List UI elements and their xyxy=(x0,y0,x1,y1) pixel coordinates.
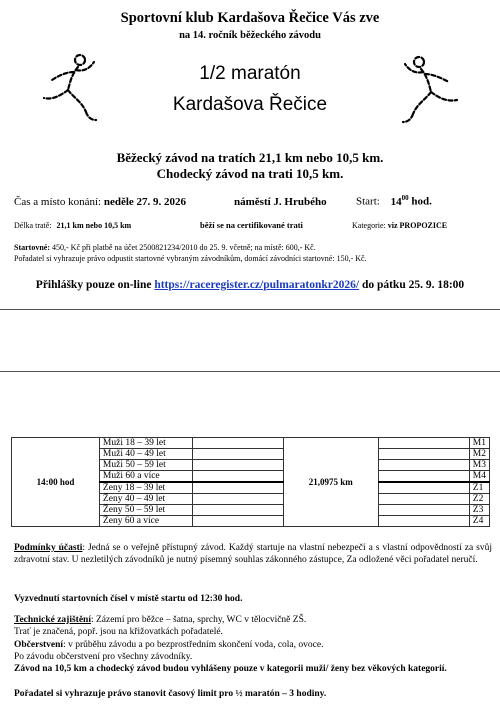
fee-line1 xyxy=(14,243,316,252)
fee-text: 450,- Kč při platbě na účet 2500821234/2010 do 25. 9. včetně; na místě: 600,- Kč. xyxy=(52,243,316,252)
track-length xyxy=(14,221,131,230)
table-blank-cell xyxy=(192,438,283,449)
conditions-paragraph xyxy=(14,543,492,566)
table-blank-cell xyxy=(378,482,469,494)
track-length-label: Délka tratě: xyxy=(14,221,52,230)
race-name-line2: Kardašova Řečice xyxy=(172,94,328,115)
table-category-code: M2 xyxy=(469,449,489,460)
table-blank-cell xyxy=(192,482,283,494)
table-blank-cell xyxy=(378,505,469,516)
category-label: Kategorie: xyxy=(352,221,386,230)
description-line2: Chodecký závod na trati 10,5 km. xyxy=(156,166,344,181)
table-start-time: 14:00 hod xyxy=(12,438,100,527)
fee-line2: Pořadatel si vyhrazuje právo odpustit startovné vybraným závodníkům, domácí závodníci startovné: 150,- Kč. xyxy=(14,254,367,263)
category-table xyxy=(11,437,490,527)
table-category-name: Muži 40 – 49 let xyxy=(99,449,192,460)
start-label: Start: xyxy=(356,195,380,208)
table-category-name: Muži 50 – 59 let xyxy=(99,460,192,471)
table-category-name: Ženy 60 a více xyxy=(99,516,192,527)
event-title: Sportovní klub Kardašova Řečice Vás zve xyxy=(120,10,380,26)
table-category-name: Muži 60 a více xyxy=(99,471,192,483)
registration-prefix: Přihlášky pouze on-line xyxy=(35,279,152,291)
table-blank-cell xyxy=(378,471,469,483)
table-blank-cell xyxy=(192,449,283,460)
when-label: Čas a místo konání: xyxy=(14,196,102,208)
table-blank-cell xyxy=(192,460,283,471)
divider-top xyxy=(0,309,500,310)
track-category xyxy=(352,221,447,230)
track-certified-note: běží se na certifikované trati xyxy=(200,220,303,230)
table-category-code: M1 xyxy=(469,438,489,449)
start-minutes: 00 xyxy=(401,194,409,202)
table-category-code: Z3 xyxy=(469,505,489,516)
table-row xyxy=(12,438,490,449)
table-blank-cell xyxy=(192,471,283,483)
table-category-code: M4 xyxy=(469,471,489,483)
refreshment-line2: Po závodu občerstvení pro všechny závodníky. xyxy=(14,652,193,662)
registration-suffix: do pátku 25. 9. 18:00 xyxy=(361,279,465,291)
technical-label: Technické zajištění xyxy=(14,615,91,625)
refreshment-line1 xyxy=(14,640,492,652)
category-value: viz PROPOZICE xyxy=(387,221,448,230)
table-blank-cell xyxy=(378,449,469,460)
conditions-text: : Jedná se o veřejně přístupný závod. Každý startuje na vlastní nebezpečí a s vlastní odpovědností za svůj zdravotní stav. U nezletilých závodníků je nutný písemný souhlas zákonného zástupce, Za odložené věci pořadatel neručí. xyxy=(14,543,492,565)
description-line1: Běžecký závod na tratích 21,1 km nebo 10,5 km. xyxy=(116,150,384,165)
track-length-value: 21,1 km nebo 10,5 km xyxy=(56,221,132,230)
notes-line2: Pořadatel si vyhrazuje právo stanovit časový limit pro ½ maratón – 3 hodiny. xyxy=(14,689,327,699)
technical-line1 xyxy=(14,615,492,627)
table-blank-cell xyxy=(192,494,283,505)
registration-line xyxy=(0,279,500,291)
table-category-name: Ženy 50 – 59 let xyxy=(99,505,192,516)
event-place: náměstí J. Hrubého xyxy=(234,196,327,208)
pickup-note: Vyzvednutí startovních čísel v místě startu od 12:30 hod. xyxy=(14,594,243,604)
refreshment-label: Občerstvení xyxy=(14,640,64,650)
refreshment-text: : v průběhu závodu a po bezprostředním skončení voda, cola, ovoce. xyxy=(63,640,324,650)
table-category-code: Z4 xyxy=(469,516,489,527)
event-subtitle: na 14. ročník běžeckého závodu xyxy=(179,30,321,41)
table-category-name: Muži 18 – 39 let xyxy=(99,438,192,449)
table-blank-cell xyxy=(192,505,283,516)
start-time xyxy=(356,194,432,208)
start-suffix: hod. xyxy=(411,195,432,208)
divider-bottom xyxy=(0,371,500,372)
technical-text: : Zázemí pro běžce – šatna, sprchy, WC v tělocvičně ZŠ. xyxy=(90,615,307,625)
when-where-row xyxy=(14,196,186,208)
table-blank-cell xyxy=(378,494,469,505)
table-distance: 21,0975 km xyxy=(283,438,378,527)
table-category-code: M3 xyxy=(469,460,489,471)
race-name-line1: 1/2 maratón xyxy=(199,63,301,84)
conditions-label: Podmínky účasti xyxy=(14,543,83,553)
table-category-code: Z1 xyxy=(469,482,489,494)
table-category-code: Z2 xyxy=(469,494,489,505)
table-category-name: Ženy 40 – 49 let xyxy=(99,494,192,505)
notes-line1: Závod na 10,5 km a chodecký závod budou vyhlášeny pouze v kategorii muži/ ženy bez věkových kategorií. xyxy=(14,664,447,674)
fee-label: Startovné: xyxy=(14,243,50,252)
table-blank-cell xyxy=(378,516,469,527)
technical-line2: Trať je značená, popř. jsou na křižovatkách pořadatelé. xyxy=(14,627,223,637)
table-category-name: Ženy 18 – 39 let xyxy=(99,482,192,494)
table-blank-cell xyxy=(378,460,469,471)
table-blank-cell xyxy=(378,438,469,449)
table-blank-cell xyxy=(192,516,283,527)
registration-link[interactable]: https://raceregister.cz/pulmaratonkr2026/ xyxy=(154,279,360,291)
start-hour: 14 xyxy=(390,195,402,208)
runner-left-icon xyxy=(30,50,110,130)
event-date: neděle 27. 9. 2026 xyxy=(103,196,187,208)
